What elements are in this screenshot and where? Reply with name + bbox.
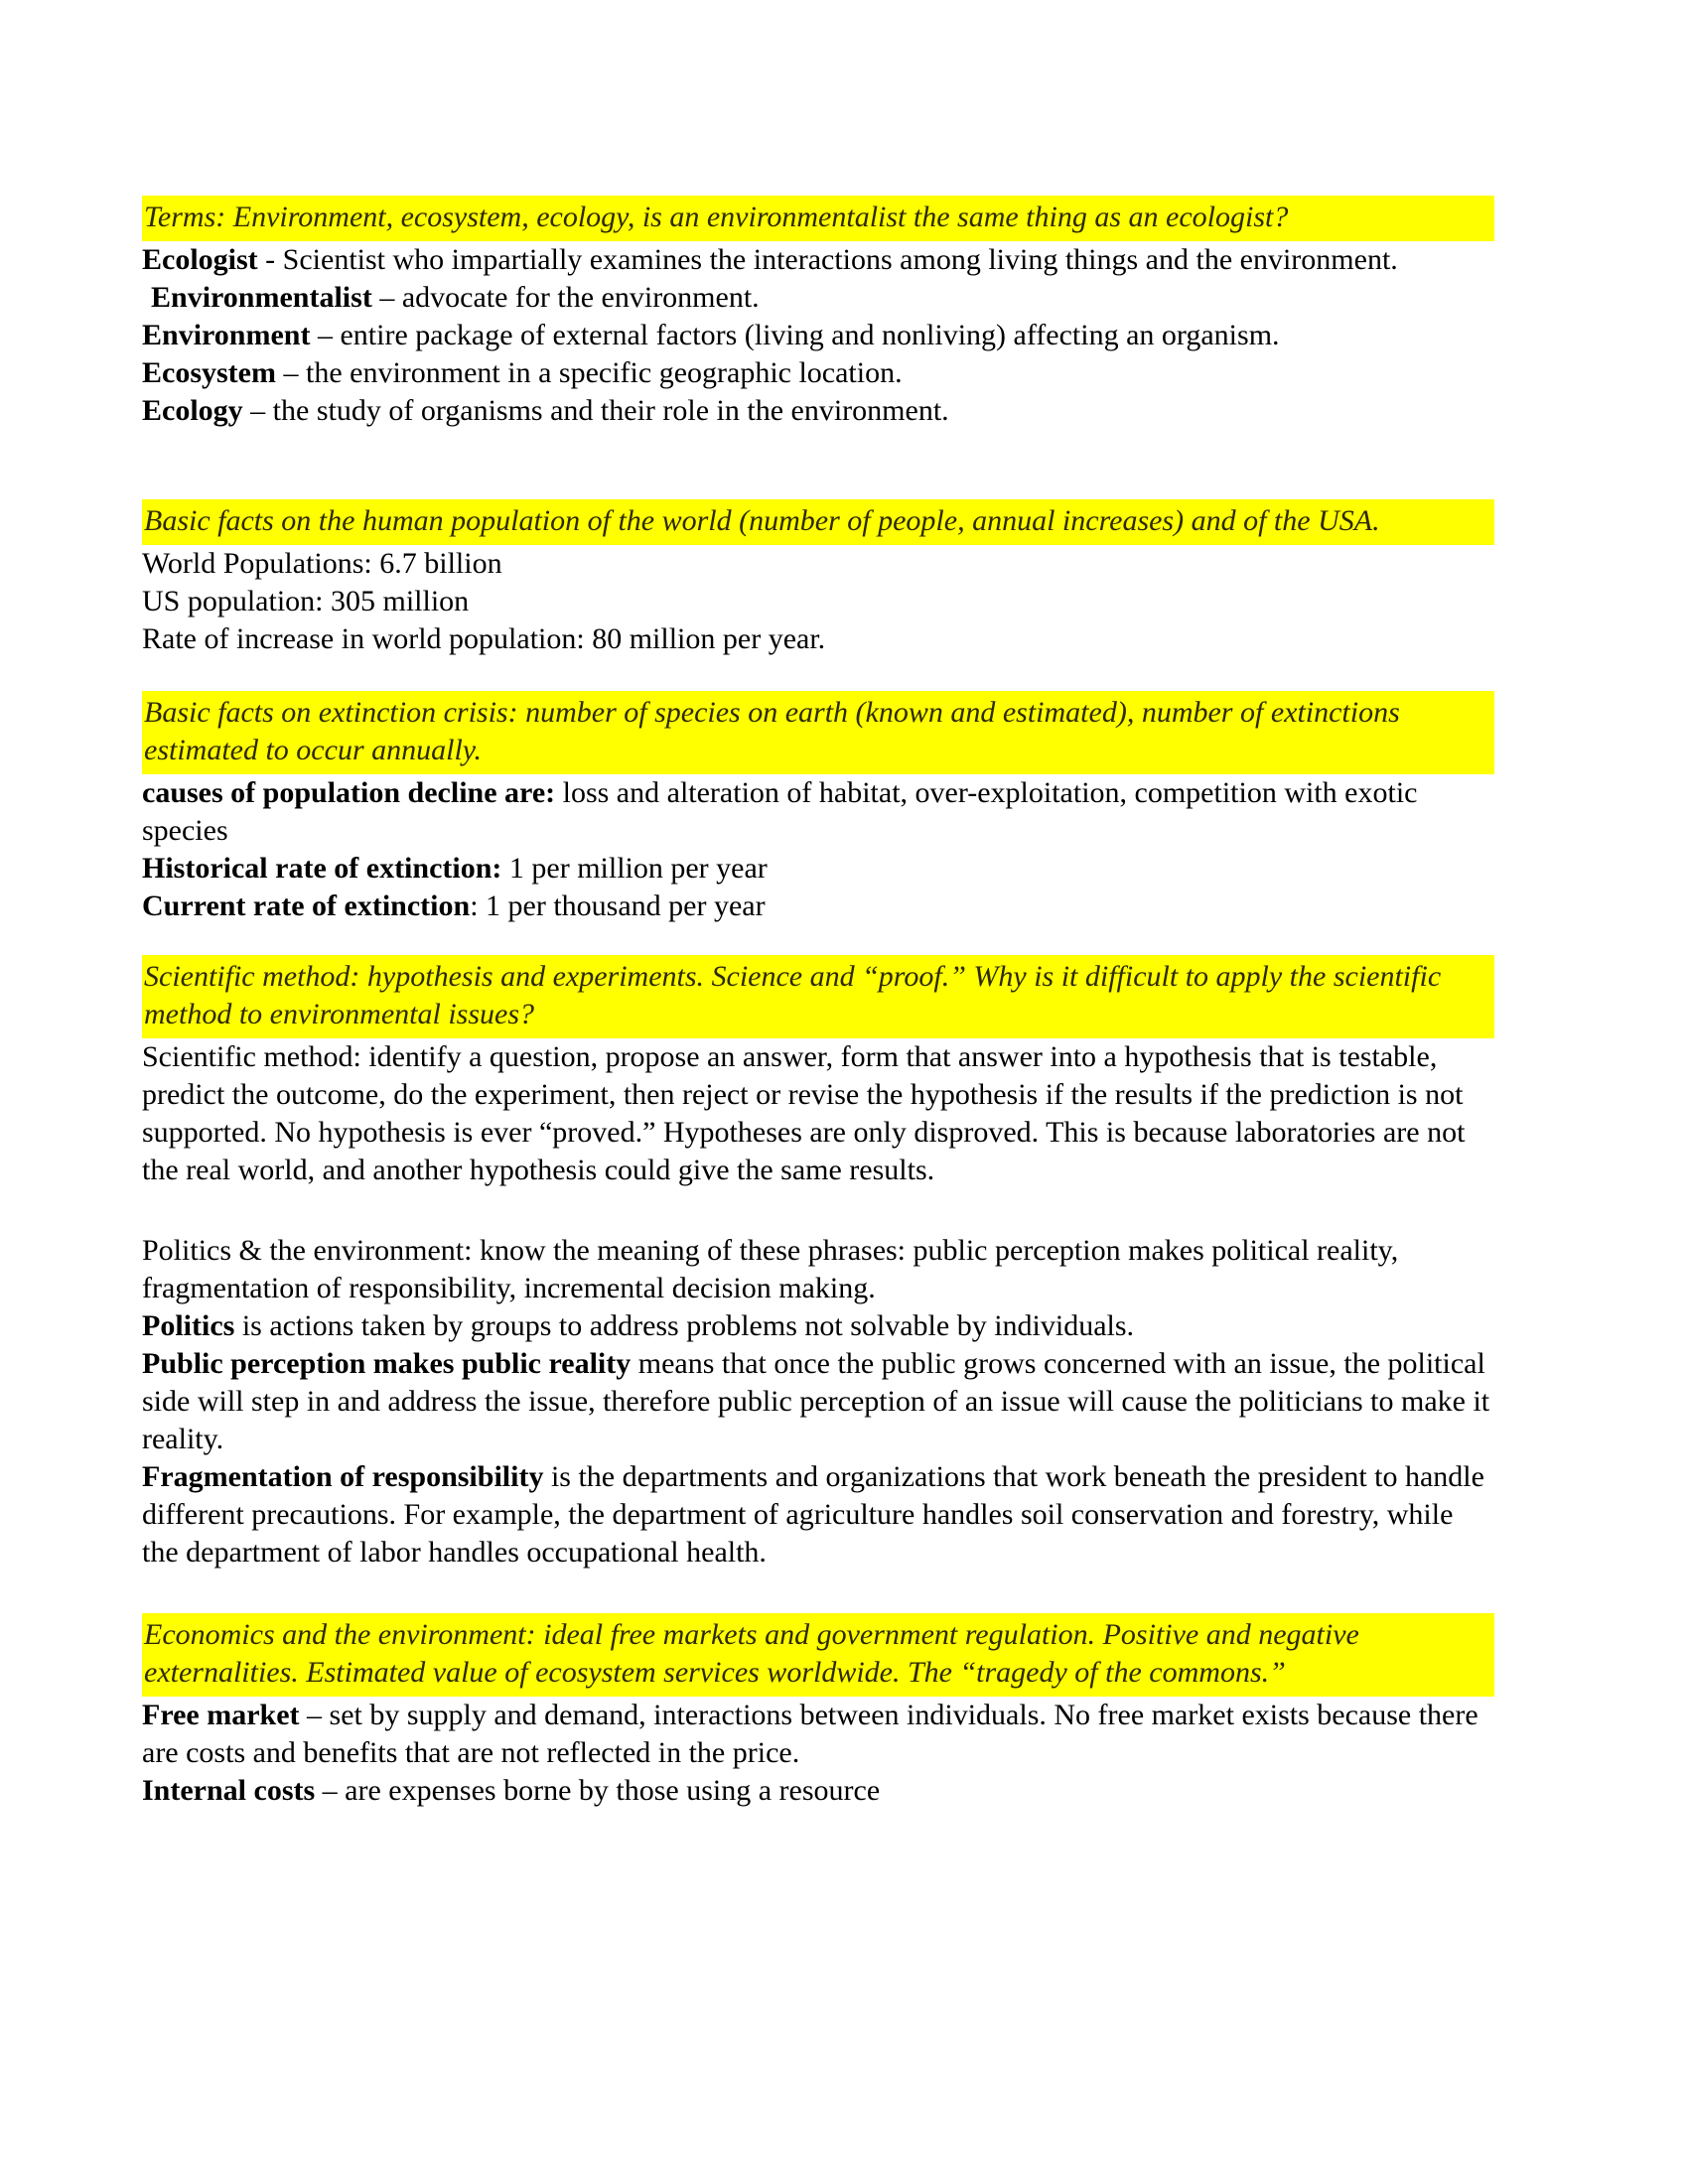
definition-term: Ecosystem [142,356,276,389]
fact-causes-of-decline [142,774,1494,850]
section-scientific-method [142,955,1494,1189]
fact-lead: Current rate of extinction [142,889,471,922]
definition-term: Environmentalist [151,281,372,314]
definition-ecosystem [142,354,1494,392]
definition-text: - Scientist who impartially examines the interactions among living things and the environment. [257,243,1398,276]
free-market-definition [142,1697,1494,1772]
definition-ecology [142,392,1494,430]
fact-rate-of-increase: Rate of increase in world population: 80 million per year. [142,622,826,655]
politics-text: means that once the public grows concerned with an issue, the political side will step in and address the issue, therefore public perception of an issue will cause the politicians to make it reality. [142,1347,1490,1455]
section-population [142,499,1494,658]
population-heading-highlight: Basic facts on the human population of the world (number of people, annual increases) and of the USA. [142,499,1494,545]
definition-environment [142,317,1494,354]
definition-text: – entire package of external factors (living and nonliving) affecting an organism. [310,319,1280,351]
fragmentation-definition [142,1458,1494,1571]
fact-us-population: US population: 305 million [142,585,470,617]
economics-heading-highlight: Economics and the environment: ideal free markets and government regulation. Positive and negative externalities. Estimated value of ecosystem services worldwide. The “tragedy of the commons.” [142,1613,1494,1697]
politics-definition [142,1307,1494,1345]
politics-text: is actions taken by groups to address problems not solvable by individuals. [234,1309,1135,1342]
definition-term: Environment [142,319,311,351]
fact-lead: Historical rate of extinction: [142,852,502,885]
section-extinction [142,691,1494,925]
definition-text: – advocate for the environment. [371,281,760,314]
economics-term: Internal costs [142,1774,316,1807]
economics-term: Free market [142,1699,300,1731]
scientific-method-paragraph: Scientific method: identify a question, propose an answer, form that answer into a hypothesis that is testable, predict the outcome, do the experiment, then reject or revise the hypothesis if the results if the prediction is not supported. No hypothesis is ever “proved.” Hypotheses are only disproved. This is because laboratories are not the real world, and another hypothesis could give the same results. [142,1040,1466,1186]
section-economics [142,1613,1494,1810]
definition-term: Ecology [142,394,243,427]
definition-text: – the study of organisms and their role in the environment. [242,394,949,427]
definition-ecologist [142,241,1494,279]
fact-text: 1 per million per year [501,852,768,885]
fact-lead: causes of population decline are: [142,776,556,809]
fact-current-rate [142,887,1494,925]
economics-text: – set by supply and demand, interactions between individuals. No free market exists because there are costs and benefits that are not reflected in the price. [142,1699,1478,1769]
politics-term: Politics [142,1309,235,1342]
politics-term: Fragmentation of responsibility [142,1460,544,1493]
politics-text: is the departments and organizations that work beneath the president to handle different precautions. For example, the department of agriculture handles soil conservation and forestry, while the department of labor handles occupational health. [142,1460,1484,1569]
definition-text: – the environment in a specific geographic location. [275,356,903,389]
section-politics [142,1232,1494,1571]
definition-environmentalist [142,279,1494,317]
politics-intro-paragraph: Politics & the environment: know the meaning of these phrases: public perception makes political reality, fragmentation of responsibility, incremental decision making. [142,1234,1399,1304]
fact-text: : 1 per thousand per year [470,889,766,922]
public-perception-definition [142,1345,1494,1458]
economics-text: – are expenses borne by those using a resource [315,1774,881,1807]
fact-historical-rate [142,850,1494,887]
extinction-heading-highlight: Basic facts on extinction crisis: number of species on earth (known and estimated), number of extinctions estimated to occur annually. [142,691,1494,774]
politics-term: Public perception makes public reality [142,1347,632,1380]
scientific-method-heading-highlight: Scientific method: hypothesis and experiments. Science and “proof.” Why is it difficult to apply the scientific method to environmental issues? [142,955,1494,1038]
fact-world-population: World Populations: 6.7 billion [142,547,502,580]
internal-costs-definition [142,1772,1494,1810]
terms-heading-highlight: Terms: Environment, ecosystem, ecology, is an environmentalist the same thing as an ecologist? [142,196,1494,241]
fact-text: loss and alteration of habitat, over-exploitation, competition with exotic species [142,776,1418,847]
definition-term: Ecologist [142,243,258,276]
section-terms [142,196,1494,430]
